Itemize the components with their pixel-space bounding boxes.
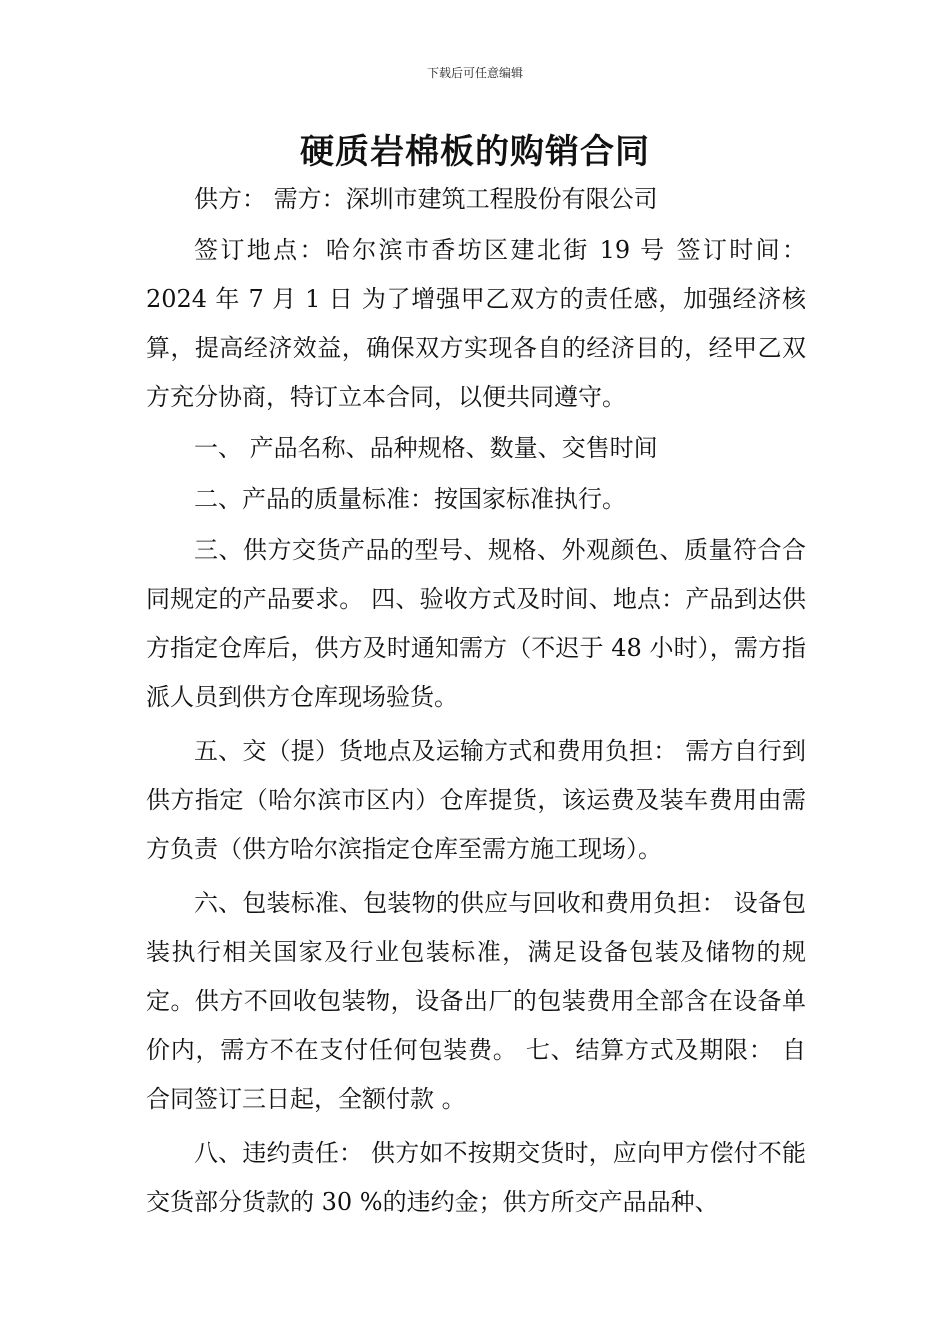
parties-paragraph: 供方： 需方：深圳市建筑工程股份有限公司: [194, 185, 658, 213]
clause-8-paragraph: 八、违约责任： 供方如不按期交货时，应向甲方偿付不能交货部分货款的 30 %的违约金；供方所交产品品种、: [146, 1139, 806, 1216]
clause-6-7-paragraph: 六、包装标准、包装物的供应与回收和费用负担： 设备包装执行相关国家及行业包装标准，满足设备包装及储物的规定。供方不回收包装物，设备出厂的包装费用全部含在设备单价内，需方不在支付任何包装费。 七、结算方式及期限： 自合同签订三日起，全额付款 。: [146, 889, 806, 1113]
document-title: 硬质岩棉板的购销合同: [300, 132, 650, 172]
clause-1-paragraph: 一、 产品名称、品种规格、数量、交售时间: [194, 434, 658, 462]
header-note: 下载后可任意编辑: [426, 66, 523, 80]
clause-5-paragraph: 五、交（提）货地点及运输方式和费用负担： 需方自行到供方指定（哈尔滨市区内）仓库提货，该运费及装车费用由需方负责（供方哈尔滨指定仓库至需方施工现场）。: [146, 737, 806, 863]
clause-2-paragraph: 二、产品的质量标准：按国家标准执行。: [194, 485, 626, 513]
signing-paragraph: 签订地点：哈尔滨市香坊区建北街 19 号 签订时间：2024 年 7 月 1 日 为了增强甲乙双方的责任感，加强经济核算，提高经济效益，确保双方实现各自的经济目的，经甲乙双方充分协商，特订立本合同，以便共同遵守。: [146, 236, 806, 411]
clause-3-4-paragraph: 三、供方交货产品的型号、规格、外观颜色、质量符合合同规定的产品要求。 四、验收方式及时间、地点：产品到达供方指定仓库后，供方及时通知需方（不迟于 48 小时），需方指派人员到供方仓库现场验货。: [146, 536, 806, 711]
contract-body: [146, 175, 806, 1227]
